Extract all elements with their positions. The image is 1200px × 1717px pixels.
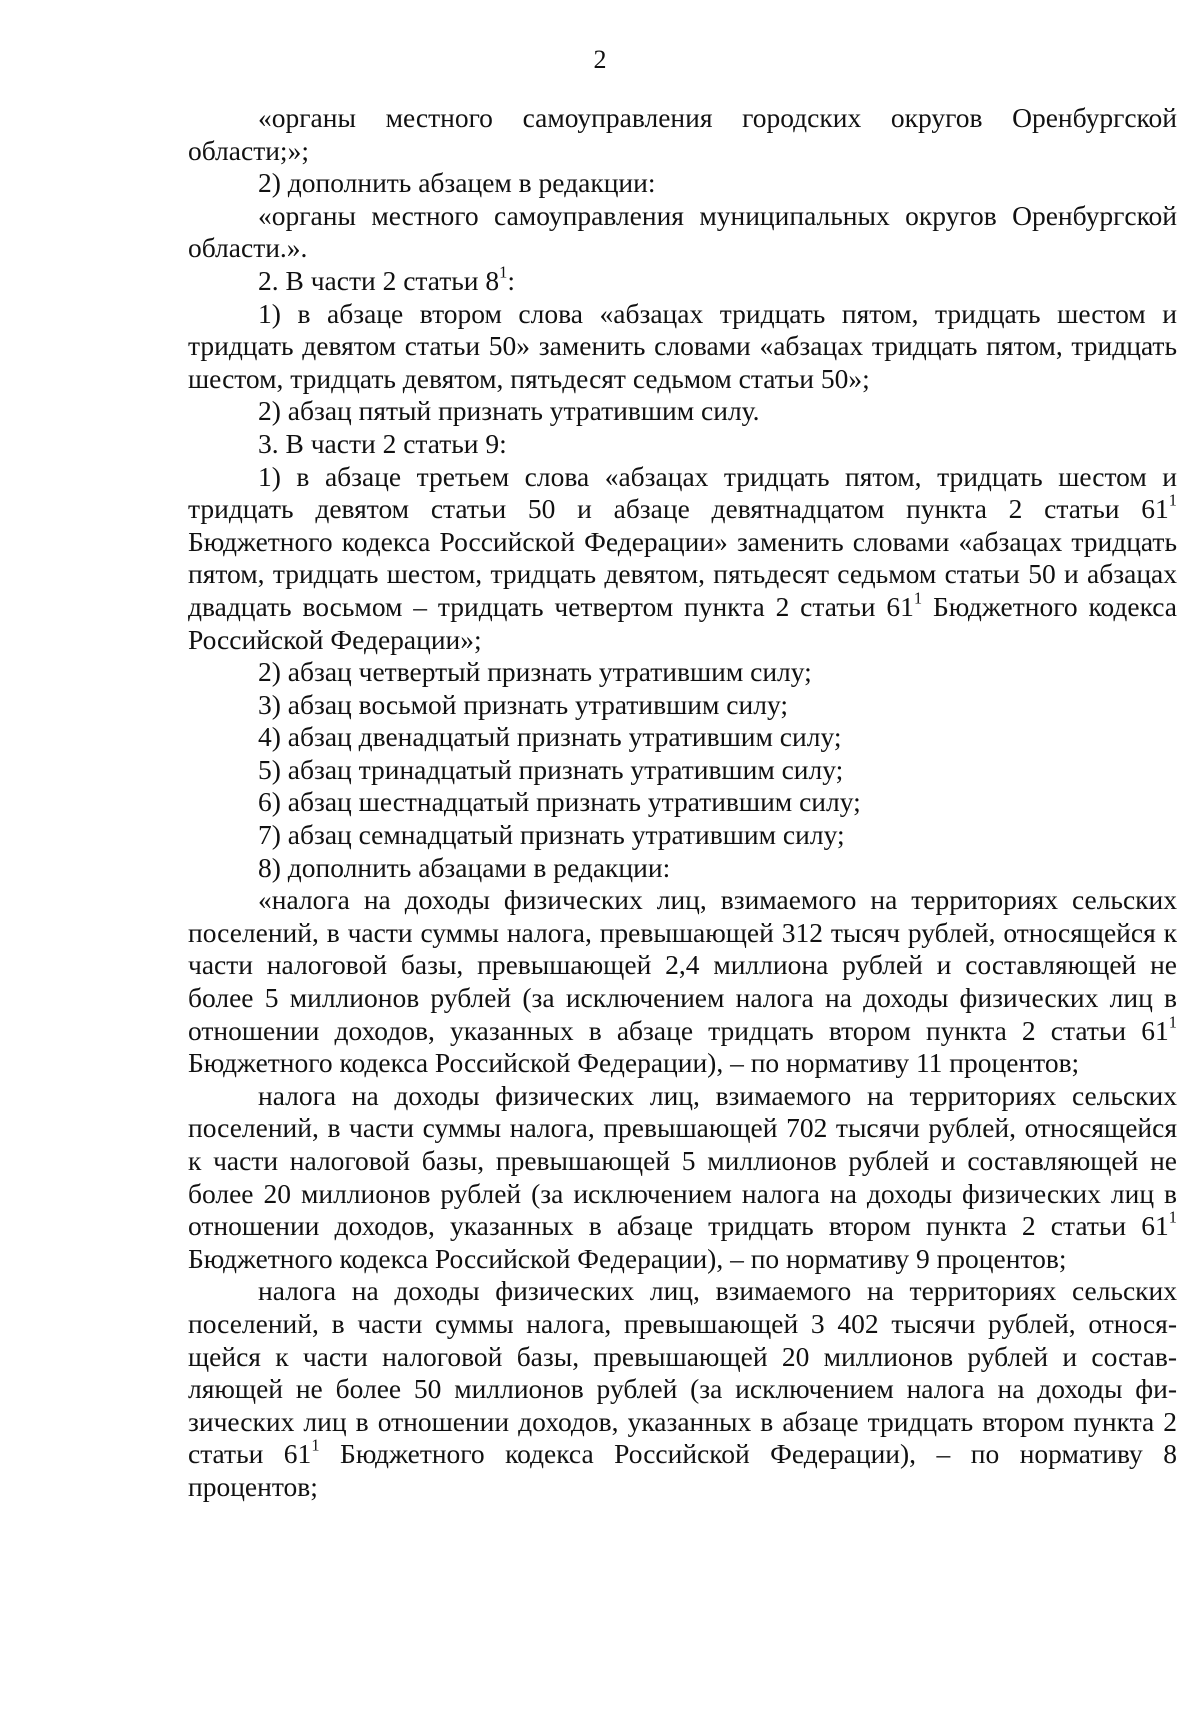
- paragraph-5: 1) в абзаце втором слова «абзацах тридцать пятом, тридцать шестом и тридцать девятом статьи 50» заменить словами «абзацах тридцать пятом, тридцать шестом, тридцать девятом, пятьдесят седьмом статьи 50»;: [188, 297, 1177, 394]
- paragraph-3: «органы местного самоуправления муниципальных округов Оренбургской области.».: [188, 199, 1177, 264]
- paragraph-4-text: 2. В части 2 статьи 8: [258, 264, 500, 296]
- paragraph-8: [188, 461, 1177, 657]
- document-body: [188, 102, 1177, 1504]
- paragraph-8-text-b: Бюджетного кодекса Российской Федерации» заменить словами «абзацах тридцать пятом, тридцать шестом, тридцать девятом, пятьдесят седьмом статьи 50 и абзацах двадцать восьмом – тридцать четвертом пункта 2 статьи 61: [188, 525, 1177, 622]
- paragraph-10: 3) абзац восьмой признать утратившим силу;: [258, 688, 788, 720]
- paragraph-15: 8) дополнить абзацами в редакции:: [258, 851, 671, 883]
- paragraph-17: [188, 1080, 1177, 1276]
- paragraph-18-text-a: налога на доходы физических лиц, взимаемого на территориях сельских поселений, в части суммы налога, превышающей 3 402 тысячи рублей, относящейся к части налоговой базы, превышающей 20 миллионов рублей и составляющей не более 50 миллионов рублей (за исключением налога на доходы физических лиц в отношении доходов, указанных в абзаце тридцать втором пункта 2 статьи 61: [188, 1275, 1177, 1470]
- paragraph-2: 2) дополнить абзацем в редакции:: [258, 167, 656, 199]
- paragraph-7: 3. В части 2 статьи 9:: [258, 427, 507, 459]
- superscript: 1: [499, 262, 508, 282]
- paragraph-14: 7) абзац семнадцатый признать утратившим силу;: [258, 819, 845, 851]
- paragraph-9: 2) абзац четвертый признать утратившим силу;: [258, 656, 812, 688]
- paragraph-6: 2) абзац пятый признать утратившим силу.: [258, 395, 760, 427]
- paragraph-17-text-a: налога на доходы физических лиц, взимаемого на территориях сельских поселений, в части суммы налога, превышающей 702 тысячи рублей, относящейся к части налоговой базы, превышающей 5 миллионов рублей и составляющей не более 20 миллионов рублей (за исключением налога на доходы физических лиц в отношении доходов, указанных в абзаце тридцать втором пункта 2 статьи 61: [188, 1079, 1177, 1242]
- superscript: 1: [311, 1435, 320, 1455]
- paragraph-4-colon: :: [507, 264, 516, 296]
- paragraph-11: 4) абзац двенадцатый признать утратившим силу;: [258, 721, 842, 753]
- paragraph-4: [188, 262, 1177, 298]
- paragraph-13: 6) абзац шестнадцатый признать утратившим силу;: [258, 786, 861, 818]
- paragraph-12: 5) абзац тринадцатый признать утратившим силу;: [258, 753, 844, 785]
- paragraph-16-text-a: «налога на доходы физических лиц, взимаемого на территориях сельских поселений, в части суммы налога, превышающей 312 тысяч рублей, относящейся к части налоговой базы, превышающей 2,4 миллиона рублей и составляющей не более 5 миллионов рублей (за исключением налога на доходы физических лиц в отношении доходов, указанных в абзаце тридцать втором пункта 2 статьи 61: [188, 884, 1177, 1046]
- page-number: 2: [593, 45, 607, 74]
- superscript: 1: [1168, 490, 1177, 510]
- superscript: 1: [913, 588, 923, 608]
- paragraph-16-text-b: Бюджетного кодекса Российской Федерации), – по нормативу 11 процентов;: [188, 1047, 1080, 1079]
- paragraph-1: «органы местного самоуправления городских округов Оренбургской области;»;: [188, 102, 1177, 166]
- superscript: 1: [1168, 1012, 1177, 1032]
- paragraph-18: [188, 1275, 1177, 1503]
- paragraph-8-text-c: Бюджетного кодекса Российской Федерации»;: [188, 590, 1177, 655]
- paragraph-8-text-a: 1) в абзаце третьем слова «абзацах тридцать пятом, тридцать шестом и тридцать девятом статьи 50 и абзаце девятнадцатом пункта 2 статьи 61: [188, 460, 1177, 525]
- paragraph-16: [188, 884, 1177, 1080]
- paragraph-18-text-b: Бюджетного кодекса Российской Федерации), – по нормативу 8 процентов;: [188, 1438, 1177, 1502]
- superscript: 1: [1168, 1207, 1177, 1227]
- paragraph-17-text-b: Бюджетного кодекса Российской Федерации), – по нормативу 9 процентов;: [188, 1242, 1067, 1274]
